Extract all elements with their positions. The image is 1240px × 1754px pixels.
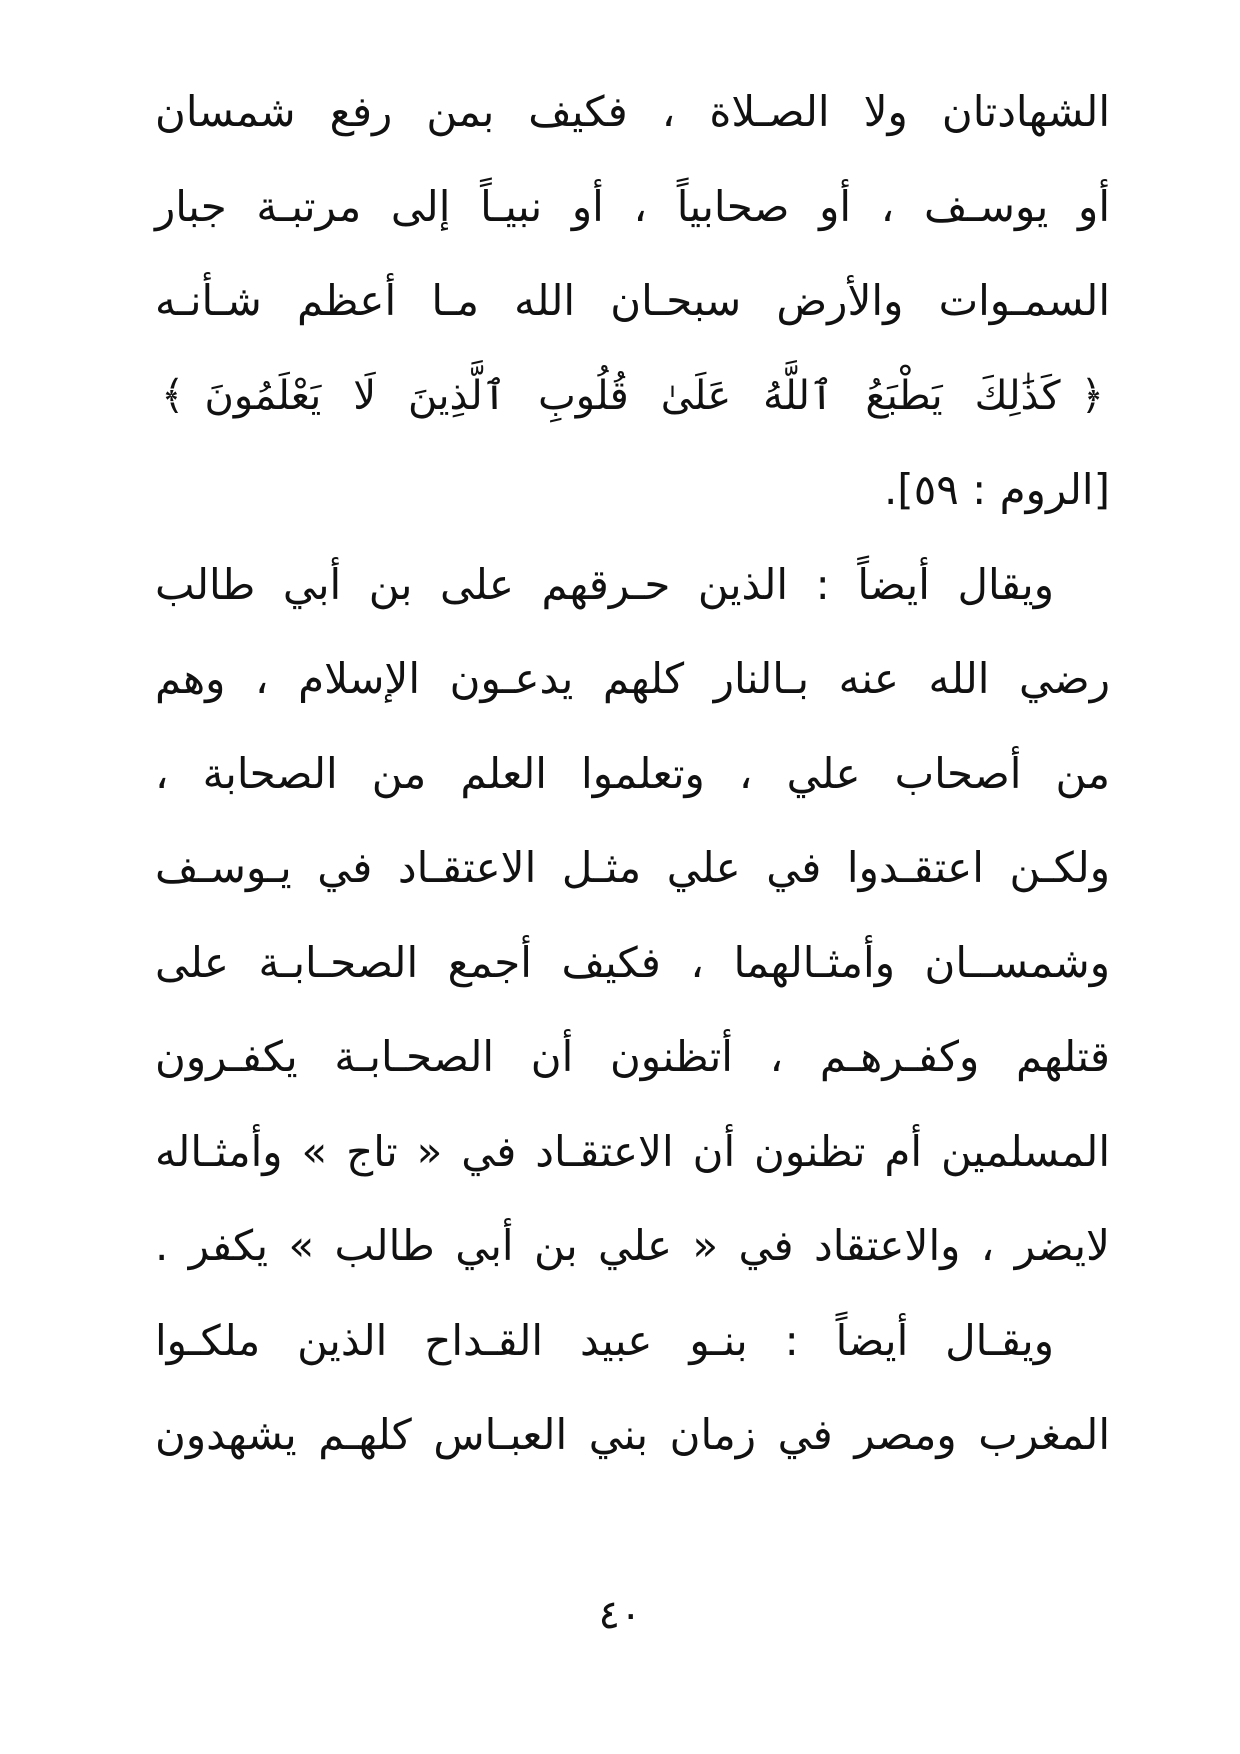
text-line: أو يوسـف ، أو صحابياً ، أو نبيـاً إلى مرتبـة جبار (155, 181, 1110, 231)
page-body-text (155, 65, 1110, 1483)
verse-open-bracket: ﴿ (1080, 372, 1104, 419)
text-line: من أصحاب علي ، وتعلموا العلم من الصحابة ، (155, 748, 1110, 798)
text-line: وشمســان وأمثـالهما ، فكيف أجمع الصحـابـة على (155, 937, 1110, 987)
text-line: رضي الله عنه بـالنار كلهم يدعـون الإسلام ، وهم (155, 654, 1110, 703)
text-line: لايضر ، والاعتقاد في « علي بن أبي طالب » يكفر . (155, 1221, 1110, 1270)
text-line: ولكـن اعتقـدوا في علي مثـل الاعتقـاد في يـوسـف (155, 843, 1110, 892)
verse-text: كَذَٰلِكَ يَطْبَعُ ٱللَّهُ عَلَىٰ قُلُوبِ ٱلَّذِينَ لَا يَعْلَمُونَ (204, 372, 1061, 419)
verse-reference: [الروم : ٥٩]. (883, 465, 1110, 514)
text-line: المسلمين أم تظنون أن الاعتقـاد في « تاج » وأمثـاله (155, 1126, 1110, 1176)
page-number: ٤٠ (598, 1592, 642, 1638)
quran-verse (155, 349, 1110, 444)
text-line: المغرب ومصر في زمان بني العبـاس كلهـم يشهدون (155, 1410, 1110, 1459)
text-line: السمـوات والأرض سبحـان الله مـا أعظم شـأنـه (155, 276, 1110, 325)
paragraph-first-line: ويقال أيضاً : الذين حـرقهم على بن أبي طالب (155, 559, 1054, 609)
text-line: قتلهم وكفـرهـم ، أتظنون أن الصحـابـة يكفـرون (155, 1032, 1110, 1081)
paragraph-first-line: ويقـال أيضاً : بنـو عبيد القـداح الذين ملكـوا (155, 1315, 1054, 1365)
text-line: الشهادتان ولا الصـلاة ، فكيف بمن رفع شمسان (155, 87, 1110, 136)
verse-close-bracket: ﴾ (161, 372, 185, 419)
